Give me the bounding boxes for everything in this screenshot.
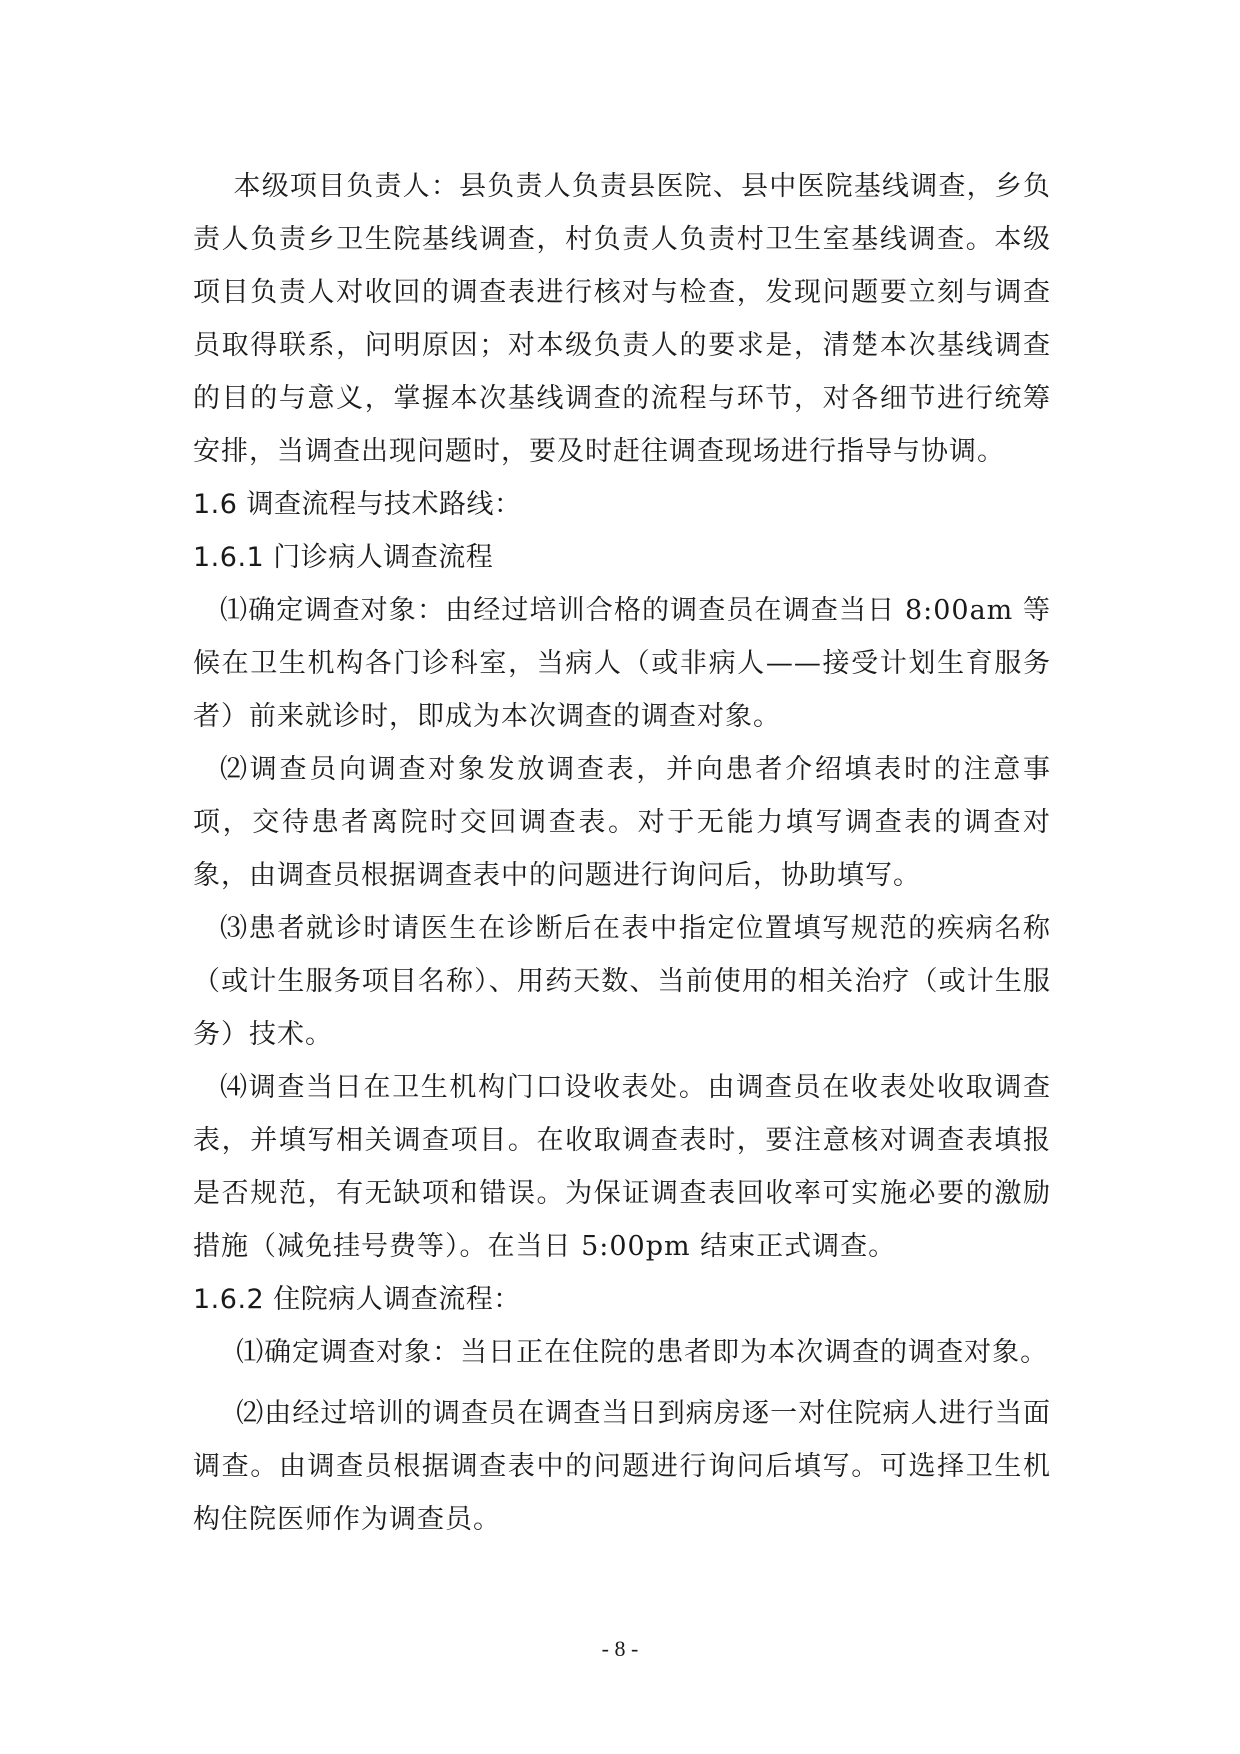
paragraph-outpatient-step-4: ⑷调查当日在卫生机构门口设收表处。由调查员在收表处收取调查表，并填写相关调查项目。在收取调查表时，要注意核对调查表填报是否规范，有无缺项和错误。为保证调查表回收率可实施必要的激励措施（减免挂号费等）。在当日 5:00pm 结束正式调查。 (193, 1072, 1051, 1262)
paragraph-project-leader: 本级项目负责人：县负责人负责县医院、县中医院基线调查，乡负责人负责乡卫生院基线调查，村负责人负责村卫生室基线调查。本级项目负责人对收回的调查表进行核对与检查，发现问题要立刻与调查员取得联系，问明原因；对本级负责人的要求是，清楚本次基线调查的目的与意义，掌握本次基线调查的流程与环节，对各细节进行统筹安排，当调查出现问题时，要及时赶往调查现场进行指导与协调。 (193, 171, 1051, 467)
page-number: - 8 - (601, 1636, 639, 1661)
section-heading-1-6-2: 1.6.2 住院病人调查流程： (193, 1284, 521, 1315)
paragraph-inpatient-step-2: ⑵由经过培训的调查员在调查当日到病房逐一对住院病人进行当面调查。由调查员根据调查表中的问题进行询问后填写。可选择卫生机构住院医师作为调查员。 (193, 1398, 1051, 1535)
section-heading-1-6: 1.6 调查流程与技术路线： (193, 489, 522, 520)
paragraph-outpatient-step-3: ⑶患者就诊时请医生在诊断后在表中指定位置填写规范的疾病名称（或计生服务项目名称）、用药天数、当前使用的相关治疗（或计生服务）技术。 (193, 913, 1051, 1050)
document-body (193, 160, 1051, 1546)
paragraph-inpatient-step-1: ⑴确定调查对象：当日正在住院的患者即为本次调查的调查对象。 (236, 1337, 1049, 1368)
section-heading-1-6-1: 1.6.1 门诊病人调查流程 (193, 542, 494, 573)
paragraph-outpatient-step-1: ⑴确定调查对象：由经过培训合格的调查员在调查当日 8:00am 等候在卫生机构各门诊科室，当病人（或非病人——接受计划生育服务者）前来就诊时，即成为本次调查的调查对象。 (193, 595, 1051, 732)
paragraph-outpatient-step-2: ⑵调查员向调查对象发放调查表，并向患者介绍填表时的注意事项，交待患者离院时交回调查表。对于无能力填写调查表的调查对象，由调查员根据调查表中的问题进行询问后，协助填写。 (193, 754, 1051, 891)
